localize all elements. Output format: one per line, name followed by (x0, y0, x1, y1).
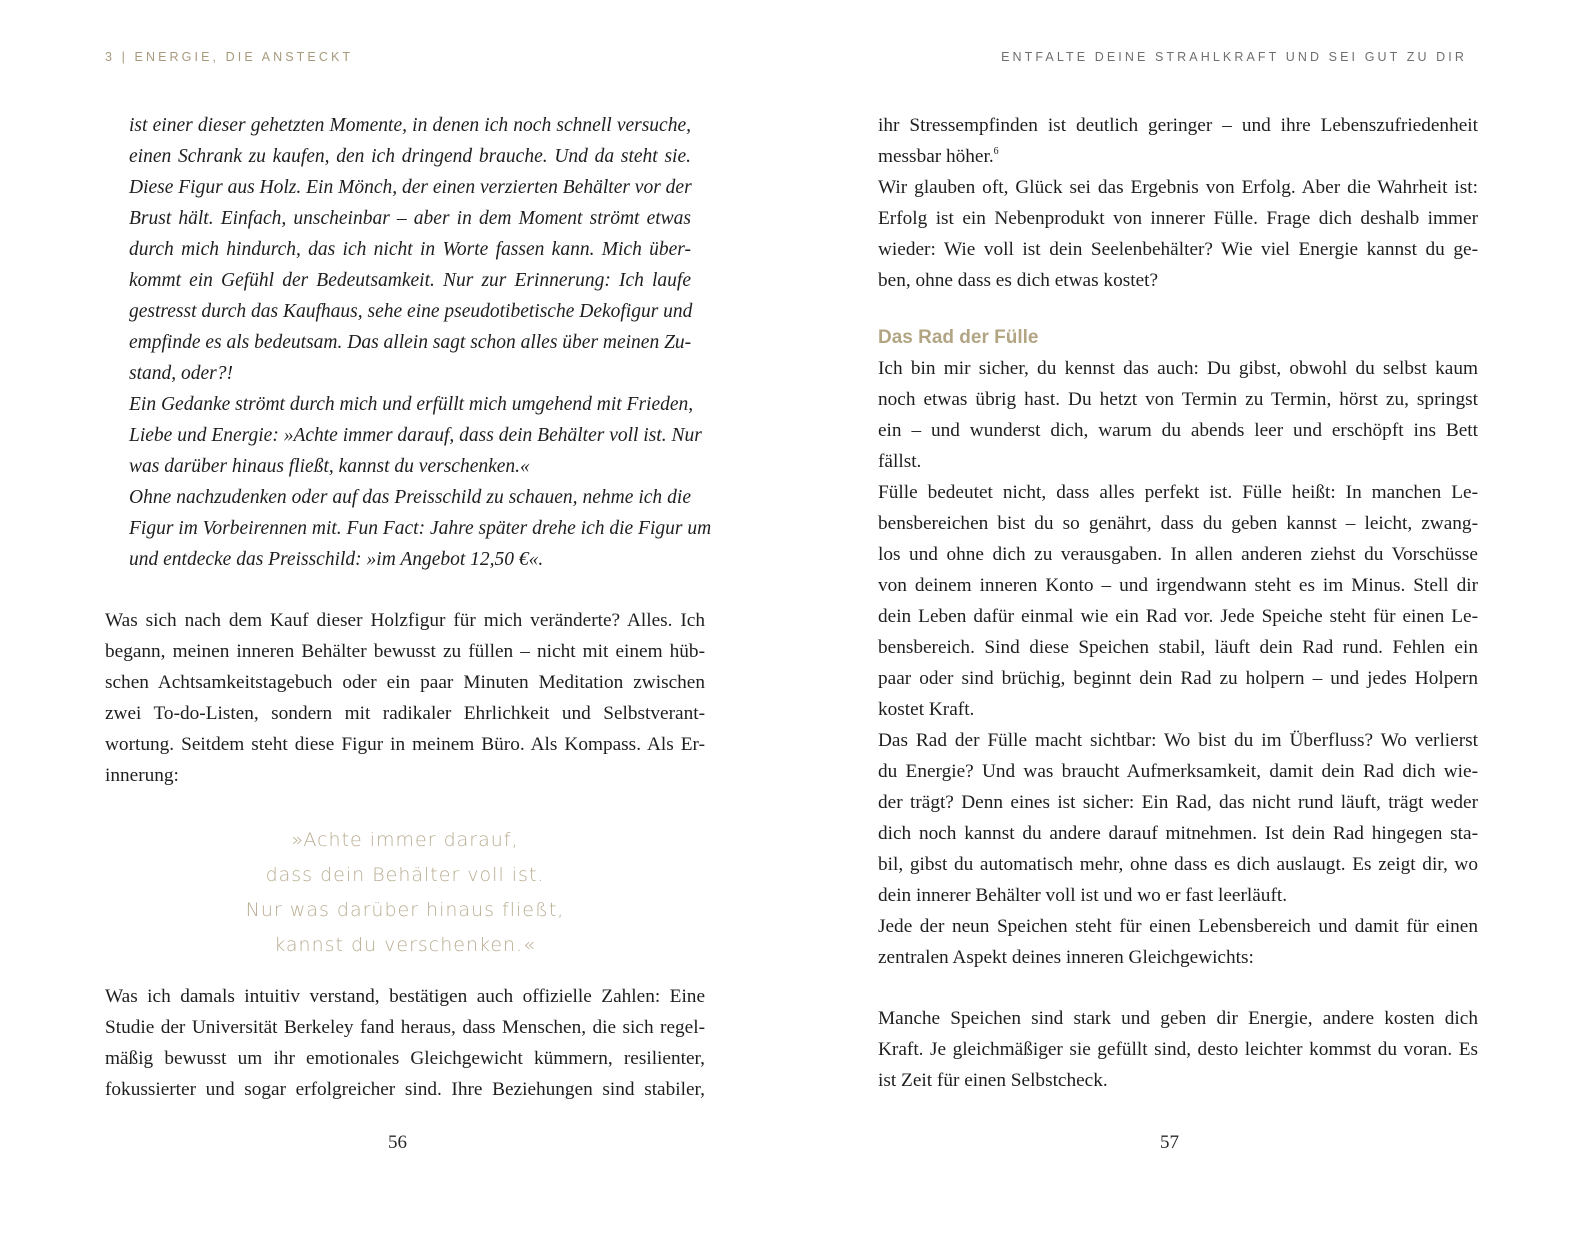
text-line: Brust hält. Einfach, unscheinbar – aber in dem Moment strömt etwas (129, 208, 691, 229)
pull-quote-line: kannst du verschenken.« (274, 934, 536, 956)
page-number-right: 57 (1160, 1132, 1179, 1153)
text-line: gestresst durch das Kaufhaus, sehe eine pseudotibetische Dekofigur und (129, 301, 693, 322)
paragraph (878, 172, 1478, 296)
paragraph (878, 725, 1478, 911)
paragraph (105, 605, 705, 791)
paragraph (878, 911, 1478, 973)
left-page (105, 110, 712, 1105)
footnote-marker[interactable]: 6 (993, 146, 999, 157)
pull-quote (105, 823, 705, 963)
text-line: paar oder sind brüchig, beginnt dein Rad zu holpern – und jedes Holpern (878, 668, 1478, 689)
text-line: wieder: Wie voll ist dein Seelenbehälter? Wie viel Energie kannst du ge- (878, 239, 1478, 260)
text-line: Figur im Vorbeirennen mit. Fun Fact: Jahre später drehe ich die Figur um (129, 518, 712, 539)
text-line (878, 141, 1478, 172)
text-line: Wir glauben oft, Glück sei das Ergebnis von Erfolg. Aber die Wahrheit ist: (878, 177, 1478, 198)
text-line: zwei To-do-Listen, sondern mit radikaler Ehrlichkeit und Selbstverant- (105, 703, 705, 724)
text-line: empfinde es als bedeutsam. Das allein sagt schon alles über meinen Zu- (129, 332, 692, 353)
text-line: Was ich damals intuitiv verstand, bestätigen auch offizielle Zahlen: Eine (105, 986, 705, 1007)
text-fragment: messbar höher. (878, 146, 994, 167)
paragraph (878, 353, 1478, 477)
text-line: Das Rad der Fülle macht sichtbar: Wo bist du im Überfluss? Wo verlierst (878, 730, 1478, 751)
pull-quote-line: »Achte immer darauf, (291, 829, 519, 851)
text-line: Manche Speichen sind stark und geben dir Energie, andere kosten dich (878, 1008, 1478, 1029)
text-line: zentralen Aspekt deines inneren Gleichgewichts: (878, 947, 1254, 968)
text-line: bensbereich. Sind diese Speichen stabil, läuft dein Rad rund. Fehlen ein (878, 637, 1478, 658)
text-line: kommt ein Gefühl der Bedeutsamkeit. Nur zur Erinnerung: Ich laufe (129, 270, 691, 291)
text-line: kostet Kraft. (878, 699, 975, 720)
paragraph-spacer (878, 973, 1478, 1003)
text-line: bil, gibst du automatisch mehr, ohne dass es dich auslaugt. Es zeigt dir, wo (878, 854, 1478, 875)
text-line: ihr Stressempfinden ist deutlich geringer – und ihre Lebenszufriedenheit (878, 115, 1478, 136)
text-line: ist einer dieser gehetzten Momente, in denen ich noch schnell versuche, (129, 115, 691, 136)
text-line: Studie der Universität Berkeley fand heraus, dass Menschen, die sich regel- (105, 1017, 705, 1038)
text-line: dein Leben dafür einmal wie ein Rad vor. Jede Speiche steht für einen Le- (878, 606, 1478, 627)
paragraph (878, 1003, 1478, 1096)
text-line: innerung: (105, 765, 179, 786)
text-line: Liebe und Energie: »Achte immer darauf, dass dein Behälter voll ist. Nur (129, 425, 702, 446)
text-line: Ohne nachzudenken oder auf das Preisschild zu schauen, nehme ich die (129, 487, 691, 508)
paragraph (878, 477, 1478, 725)
italic-anecdote-block (129, 110, 712, 575)
page-number-left: 56 (388, 1132, 407, 1153)
text-line: Diese Figur aus Holz. Ein Mönch, der einen verzierten Behälter vor der (129, 177, 692, 198)
text-line: fokussierter und sogar erfolgreicher sind. Ihre Beziehungen sind stabiler, (105, 1079, 705, 1100)
text-line: dich noch kannst du andere darauf mitnehmen. Ist dein Rad hingegen sta- (878, 823, 1478, 844)
text-line: durch mich hindurch, das ich nicht in Worte fassen kann. Mich über- (129, 239, 691, 260)
text-line: Jede der neun Speichen steht für einen Lebensbereich und damit für einen (878, 916, 1478, 937)
text-line: ist Zeit für einen Selbstcheck. (878, 1070, 1108, 1091)
paragraph-spacer (105, 575, 705, 605)
running-head-right: ENTFALTE DEINE STRAHLKRAFT UND SEI GUT ZU DIR (1001, 50, 1467, 64)
text-line: ben, ohne dass es dich etwas kostet? (878, 270, 1159, 291)
text-line: stand, oder?! (129, 363, 233, 384)
paragraph (105, 981, 705, 1105)
text-line: was darüber hinaus fließt, kannst du verschenken.« (129, 456, 530, 477)
text-line: der trägt? Denn eines ist sicher: Ein Rad, das nicht rund läuft, trägt weder (878, 792, 1478, 813)
text-line: bensbereichen bist du so genährt, dass du geben kannst – leicht, zwang- (878, 513, 1478, 534)
text-line: schen Achtsamkeitstagebuch oder ein paar Minuten Meditation zwischen (105, 672, 705, 693)
text-line: einen Schrank zu kaufen, den ich dringend brauche. Und da steht sie. (129, 146, 691, 167)
text-line: Ich bin mir sicher, du kennst das auch: Du gibst, obwohl du selbst kaum (878, 358, 1478, 379)
text-line: noch etwas übrig hast. Du hetzt von Termin zu Termin, hörst zu, springst (878, 389, 1478, 410)
text-line: Erfolg ist ein Nebenprodukt von innerer Fülle. Frage dich deshalb immer (878, 208, 1478, 229)
running-head-left: 3 | ENERGIE, DIE ANSTECKT (105, 50, 354, 64)
pull-quote-line: Nur was darüber hinaus fließt, (245, 899, 565, 921)
text-line: Was sich nach dem Kauf dieser Holzfigur für mich veränderte? Alles. Ich (105, 610, 705, 631)
text-line: Fülle bedeutet nicht, dass alles perfekt ist. Fülle heißt: In manchen Le- (878, 482, 1478, 503)
text-line: du Energie? Und was braucht Aufmerksamkeit, damit dein Rad dich wie- (878, 761, 1478, 782)
text-line: Ein Gedanke strömt durch mich und erfüllt mich umgehend mit Frieden, (129, 394, 694, 415)
text-line: wortung. Seitdem steht diese Figur in meinem Büro. Als Kompass. Als Er- (105, 734, 705, 755)
text-line: und entdecke das Preisschild: »im Angebot 12,50 €«. (129, 549, 544, 570)
pull-quote-line: dass dein Behälter voll ist. (265, 864, 545, 886)
section-heading: Das Rad der Fülle (878, 327, 1039, 348)
text-line: ein – und wunderst dich, warum du abends leer und erschöpft ins Bett (878, 420, 1478, 441)
text-line: mäßig bewusst um ihr emotionales Gleichgewicht kümmern, resilienter, (105, 1048, 705, 1069)
text-line: begann, meinen inneren Behälter bewusst zu füllen – nicht mit einem hüb- (105, 641, 705, 662)
text-line: von deinem inneren Konto – und irgendwann steht es im Minus. Stell dir (878, 575, 1478, 596)
text-line: fällst. (878, 451, 922, 472)
right-page (878, 110, 1478, 1096)
text-line: dein innerer Behälter voll ist und wo er fast leerläuft. (878, 885, 1288, 906)
paragraph (878, 110, 1478, 172)
text-line: Kraft. Je gleichmäßiger sie gefüllt sind, desto leichter kommst du voran. Es (878, 1039, 1478, 1060)
text-line: los und ohne dich zu verausgaben. In allen anderen ziehst du Vorschüsse (878, 544, 1478, 565)
